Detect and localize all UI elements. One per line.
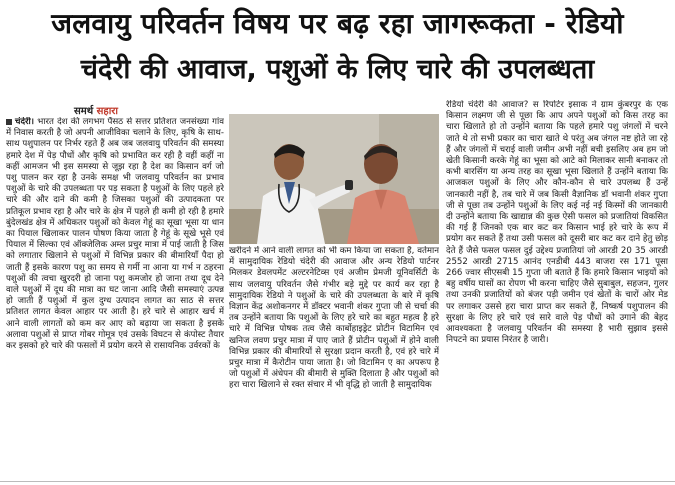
article-column-3-text: रेडियो चंदेरी की आवाज? स रिपोर्टर इसाक ने ग्राम कुंबरपुर के एक किसान लक्ष्मण जी से पूछा कि आप अपने पशुओं को किस तरह का चारा खिलाते हो तो उन्होंने बताया कि पहले हमारे पशु जंगलों में चरने जाते थे तो सभी प्रकार का चारा खाते थे परंतु अब जंगल नष्ट होते जा रहे हैं और जंगलों में चराई वाली जमीन अभी नहीं बची इसलिए अब हम जो खेती किसानी करके गेहूं का भूसा को आटे को मिलाकर सानी बनाकर तो कभी बारसिंग या अन्य तरह का सूखा भूसा खिलाते हैं उन्होंने बताया कि आजकल पशुओं के लिए और कौन-कौन से चारे उपलब्ध हैं उन्हें जानकारी नहीं है, तब चारे में जब किसी वैज्ञानिक डॉ भवानी शंकर गुप्ता जी से पूछा तब उन्होंने पशुओं के लिए कई नई नई किस्मों की जानकारी दी उन्होंने बताया कि खाद्यान्न की कुछ ऐसी फसल को प्रजातियां विकसित की गई हैं जिनको एक बार कट कर किसान भाई हरे चारे के रूप में प्रयोग कर सकते हैं तथा उसी फसल को दूसरी बार कट कर दाने हेतु छोड़ देते हैं जैसे फसल फसल दुई उद्देश्य प्रजातियां जो आरडी 20 35 आरडी 2552 आरडी 2715 आनंद एनडीबी 443 बाजरा रस 171 पूसा 266 ज्वार सीएसबी 15 गुप्ता जी बताते हैं कि हमारे किसान भाइयों को बहु वर्षीय घासों का रोपण भी करना चाहिए जैसे सुबाबुल, सहजन, गुलर तथा उनकी प्रजातियों को बंजर पड़ी जमीन एवं खेतों के चारों ओर मेड पर लगाकर उससे हरा चारा प्राप्त कर सकते हैं, निष्कर्ष पशुपालन की सुरक्षा के लिए हरे चारे एवं सारे वाले पेड़ पौधों को उगाने की बेहद आवश्यकता है जलवायु परिवर्तन की समस्या है भारी सुझाव इससे निपटने का प्रयास निरंतर है जारी। (446, 100, 668, 346)
article-dateline: चंदेरी। (15, 117, 35, 127)
article-column-2-text: खरीदने में आने वाली लागत को भी कम किया जा सकता है, वर्तमान में सामुदायिक रेडियो चंदेरी की आवाज और अन्य रेडियो पार्टनर मिलकर डेवलपमेंट अल्टरनेटिव्स एवं अजीम प्रेमजी यूनिवर्सिटी के साथ जलवायु परिवर्तन जैसे गंभीर बड़े मुद्दे पर कार्य कर रहा है सामुदायिक रेडियो ने पशुओं के चारे की उपलब्धता के बारे में कृषि विज्ञान केंद्र अशोकनगर में डॉक्टर भवानी शंकर गुप्ता जी से चर्चा की तब उन्होंने बताया कि पशुओं के लिए हरे चारे का बहुत महत्व है हरे चारे में विभिन्न पोषक तत्व जैसे कार्बोहाइड्रेट प्रोटीन विटामिन एवं खनिज लवण प्रचुर मात्रा में पाए जाते हैं प्रोटीन पशुओं में होने वाली विभिन्न प्रकार की बीमारियों से सुरक्षा प्रदान करती है, एवं हरे चारे में प्रचुर मात्रा में कैरोटीन पाया जाता है। जो विटामिन ए का अपरूप है जो पशुओं में अंधेपन की बीमारी से मुक्ति दिलाता है और पशुओं को हरा चारा खिलाने से रक्त संचार में भी वृद्धि हो जाती है सामुदायिक (229, 246, 439, 391)
article-column-2 (229, 246, 439, 479)
headline-line-1: जलवायु परिवर्तन विषय पर बढ़ रहा जागरूकता - रेडियो (51, 7, 624, 40)
byline-publication: सहारा (96, 106, 118, 117)
byline-prefix: समर्थ (74, 106, 94, 117)
headline-line-2: चंदेरी की आवाज, पशुओं के लिए चारे की उपलब्धता (80, 54, 595, 85)
article-column-3 (446, 100, 668, 479)
article-column-1 (6, 117, 224, 479)
article-photo (229, 114, 439, 244)
square-bullet-icon (6, 119, 12, 125)
article-column-1-text: भारत देश की लगभग पैंसठ से सत्तर प्रतिशत जनसंख्या गांव में निवास करती है जो अपनी आजीविका चलाने के लिए, कृषि के साथ-साथ पशुपालन पर निर्भर रहते हैं अब जब जलवायु परिवर्तन की समस्या हमारे देश में पेड़ पौधों और कृषि को प्रभावित कर रही है वहीं कहीं ना कहीं आमजन भी इस समस्या से जूझ रहा है देश का किसान वर्ग जो पशु पालन कर रहा है उनके समक्ष भी जलवायु परिवर्तन का प्रभाव पशुओं के चारे की उपलब्धता पर पड़ सकता है पशुओं के लिए पहले हरे चारे की और दाने की कमी है जिसका पशुओं की उत्पादकता पर प्रतिकूल प्रभाव रहा है और चारे के क्षेत्र में पहले ही कमी हो रही है हमारे बुंदेलखंड क्षेत्र में अधिकतर पशुओं को केवल गेहूं का सूखा भूसा या धान का पियाल खिलाकर पालन पोषण किया जाता है गेहूं के सूखे भूसे एवं पियाल में सिल्का एवं ऑक्जेलिक अम्ल प्रचुर मात्रा में पाई जाती है जिस को लगातार खिलाने से पशुओं में विभिन्न प्रकार की बीमारियाँ पैदा हो जाती हैं इसके कारण पशु का समय से गर्मी ना आना या गर्भ न ठहरना पशुओं की त्वचा खुरदरी हो जाना पशु कमजोर हो जाना तथा दूध देने वाले पशुओं में दूध की मात्रा का घट जाना आदि जैसी समस्याएं उत्पन्न हो जाती हैं पशुओं में कुल दुग्ध उत्पादन लागत का साठ से सत्तर प्रतिशत लागत केवल आहार पर आती है। हरे चारे से आहार खर्च में आने वाली लागतों को कम कर आए को बढ़ाया जा सकता है इसके अलावा पशुओं से प्राप्त गोबर गोमूत्र एवं उसके विघटन से कंपोस्ट तैयार कर इसको हरे चारे की फसलों में प्रयोग करने से रासायनिक उर्वरकों के (6, 117, 224, 352)
photo-doctor-examining-farmer (229, 114, 439, 244)
byline (74, 103, 118, 117)
bottom-rule (0, 481, 675, 482)
